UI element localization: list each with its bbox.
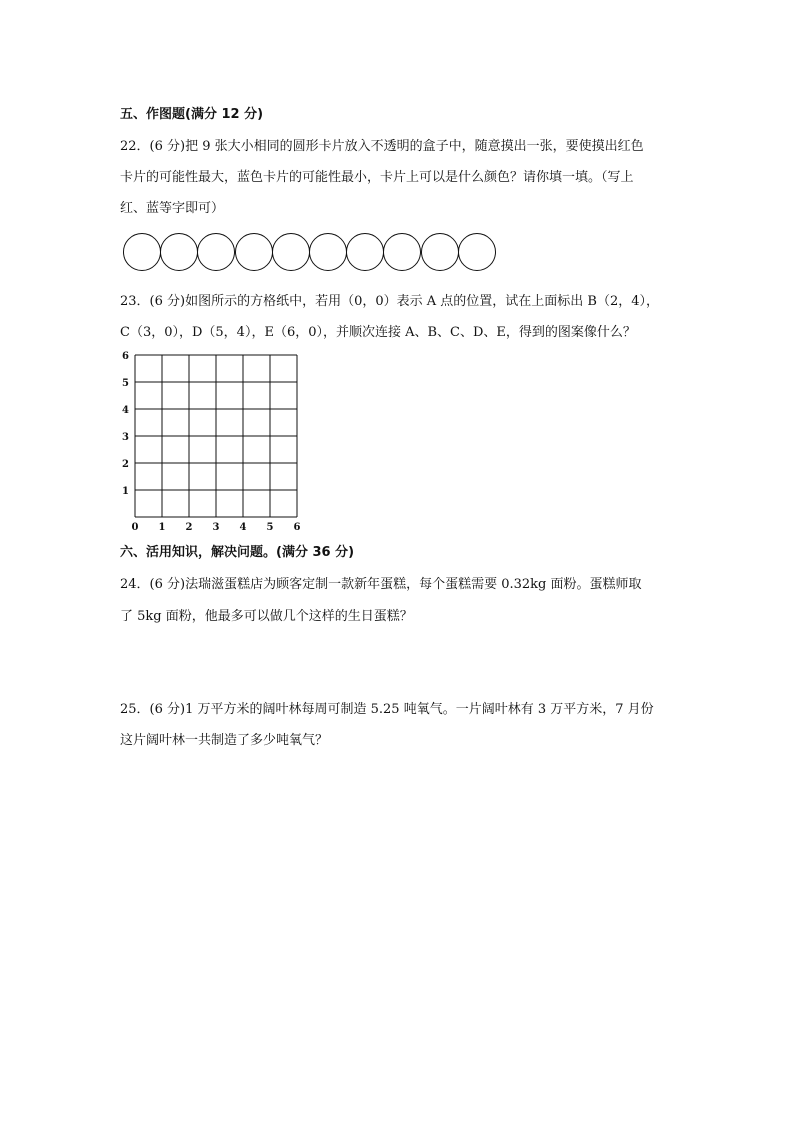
x-tick-label: 1 <box>158 522 166 533</box>
question-25-line-1: 25．(6 分)1 万平方米的阔叶林每周可制造 5.25 吨氧气。一片阔叶林有 3 万平方米，7 月份 <box>120 702 654 717</box>
y-tick-label: 4 <box>122 405 129 416</box>
y-tick-label: 3 <box>122 432 129 443</box>
card-circle <box>123 233 161 271</box>
question-23-line-1: 23．(6 分)如图所示的方格纸中，若用（0，0）表示 A 点的位置，试在上面标出 B（2，4）， <box>120 294 660 309</box>
y-tick-label: 2 <box>122 459 129 470</box>
question-24-line-1: 24．(6 分)法瑞滋蛋糕店为顾客定制一款新年蛋糕，每个蛋糕需要 0.32kg 面粉。蛋糕师取 <box>120 577 642 592</box>
x-tick-label: 5 <box>266 522 274 533</box>
card-circle <box>235 233 273 271</box>
y-tick-label: 6 <box>122 351 129 362</box>
question-24-line-2: 了 5kg 面粉，他最多可以做几个这样的生日蛋糕？ <box>120 609 413 624</box>
question-22-line-1: 22．(6 分)把 9 张大小相同的圆形卡片放入不透明的盒子中，随意摸出一张，要使摸出红色 <box>120 139 644 154</box>
card-circle <box>309 233 347 271</box>
x-tick-label: 3 <box>212 522 220 533</box>
card-circle <box>346 233 384 271</box>
coordinate-grid <box>118 350 308 539</box>
x-tick-label: 2 <box>185 522 193 533</box>
section5-heading: 五、作图题(满分 12 分) <box>120 107 264 122</box>
question-22-line-2: 卡片的可能性最大，蓝色卡片的可能性最小，卡片上可以是什么颜色？请你填一填。（写上 <box>120 170 634 185</box>
y-tick-label: 5 <box>122 378 129 389</box>
card-circle <box>197 233 235 271</box>
card-circle <box>421 233 459 271</box>
card-circle <box>160 233 198 271</box>
x-tick-label: 6 <box>293 522 301 533</box>
y-tick-label: 1 <box>122 486 129 497</box>
question-23-line-2: C（3，0），D（5，4），E（6，0），并顺次连接 A、B、C、D、E，得到的图案像什么？ <box>120 325 636 340</box>
section6-heading: 六、活用知识，解决问题。(满分 36 分) <box>120 545 355 560</box>
question-22-line-3: 红、蓝等字即可） <box>120 201 225 216</box>
card-circle <box>458 233 496 271</box>
question-25-line-2: 这片阔叶林一共制造了多少吨氧气？ <box>120 733 329 748</box>
x-tick-label: 0 <box>131 522 139 533</box>
card-circle <box>383 233 421 271</box>
card-circle <box>272 233 310 271</box>
x-tick-label: 4 <box>239 522 247 533</box>
